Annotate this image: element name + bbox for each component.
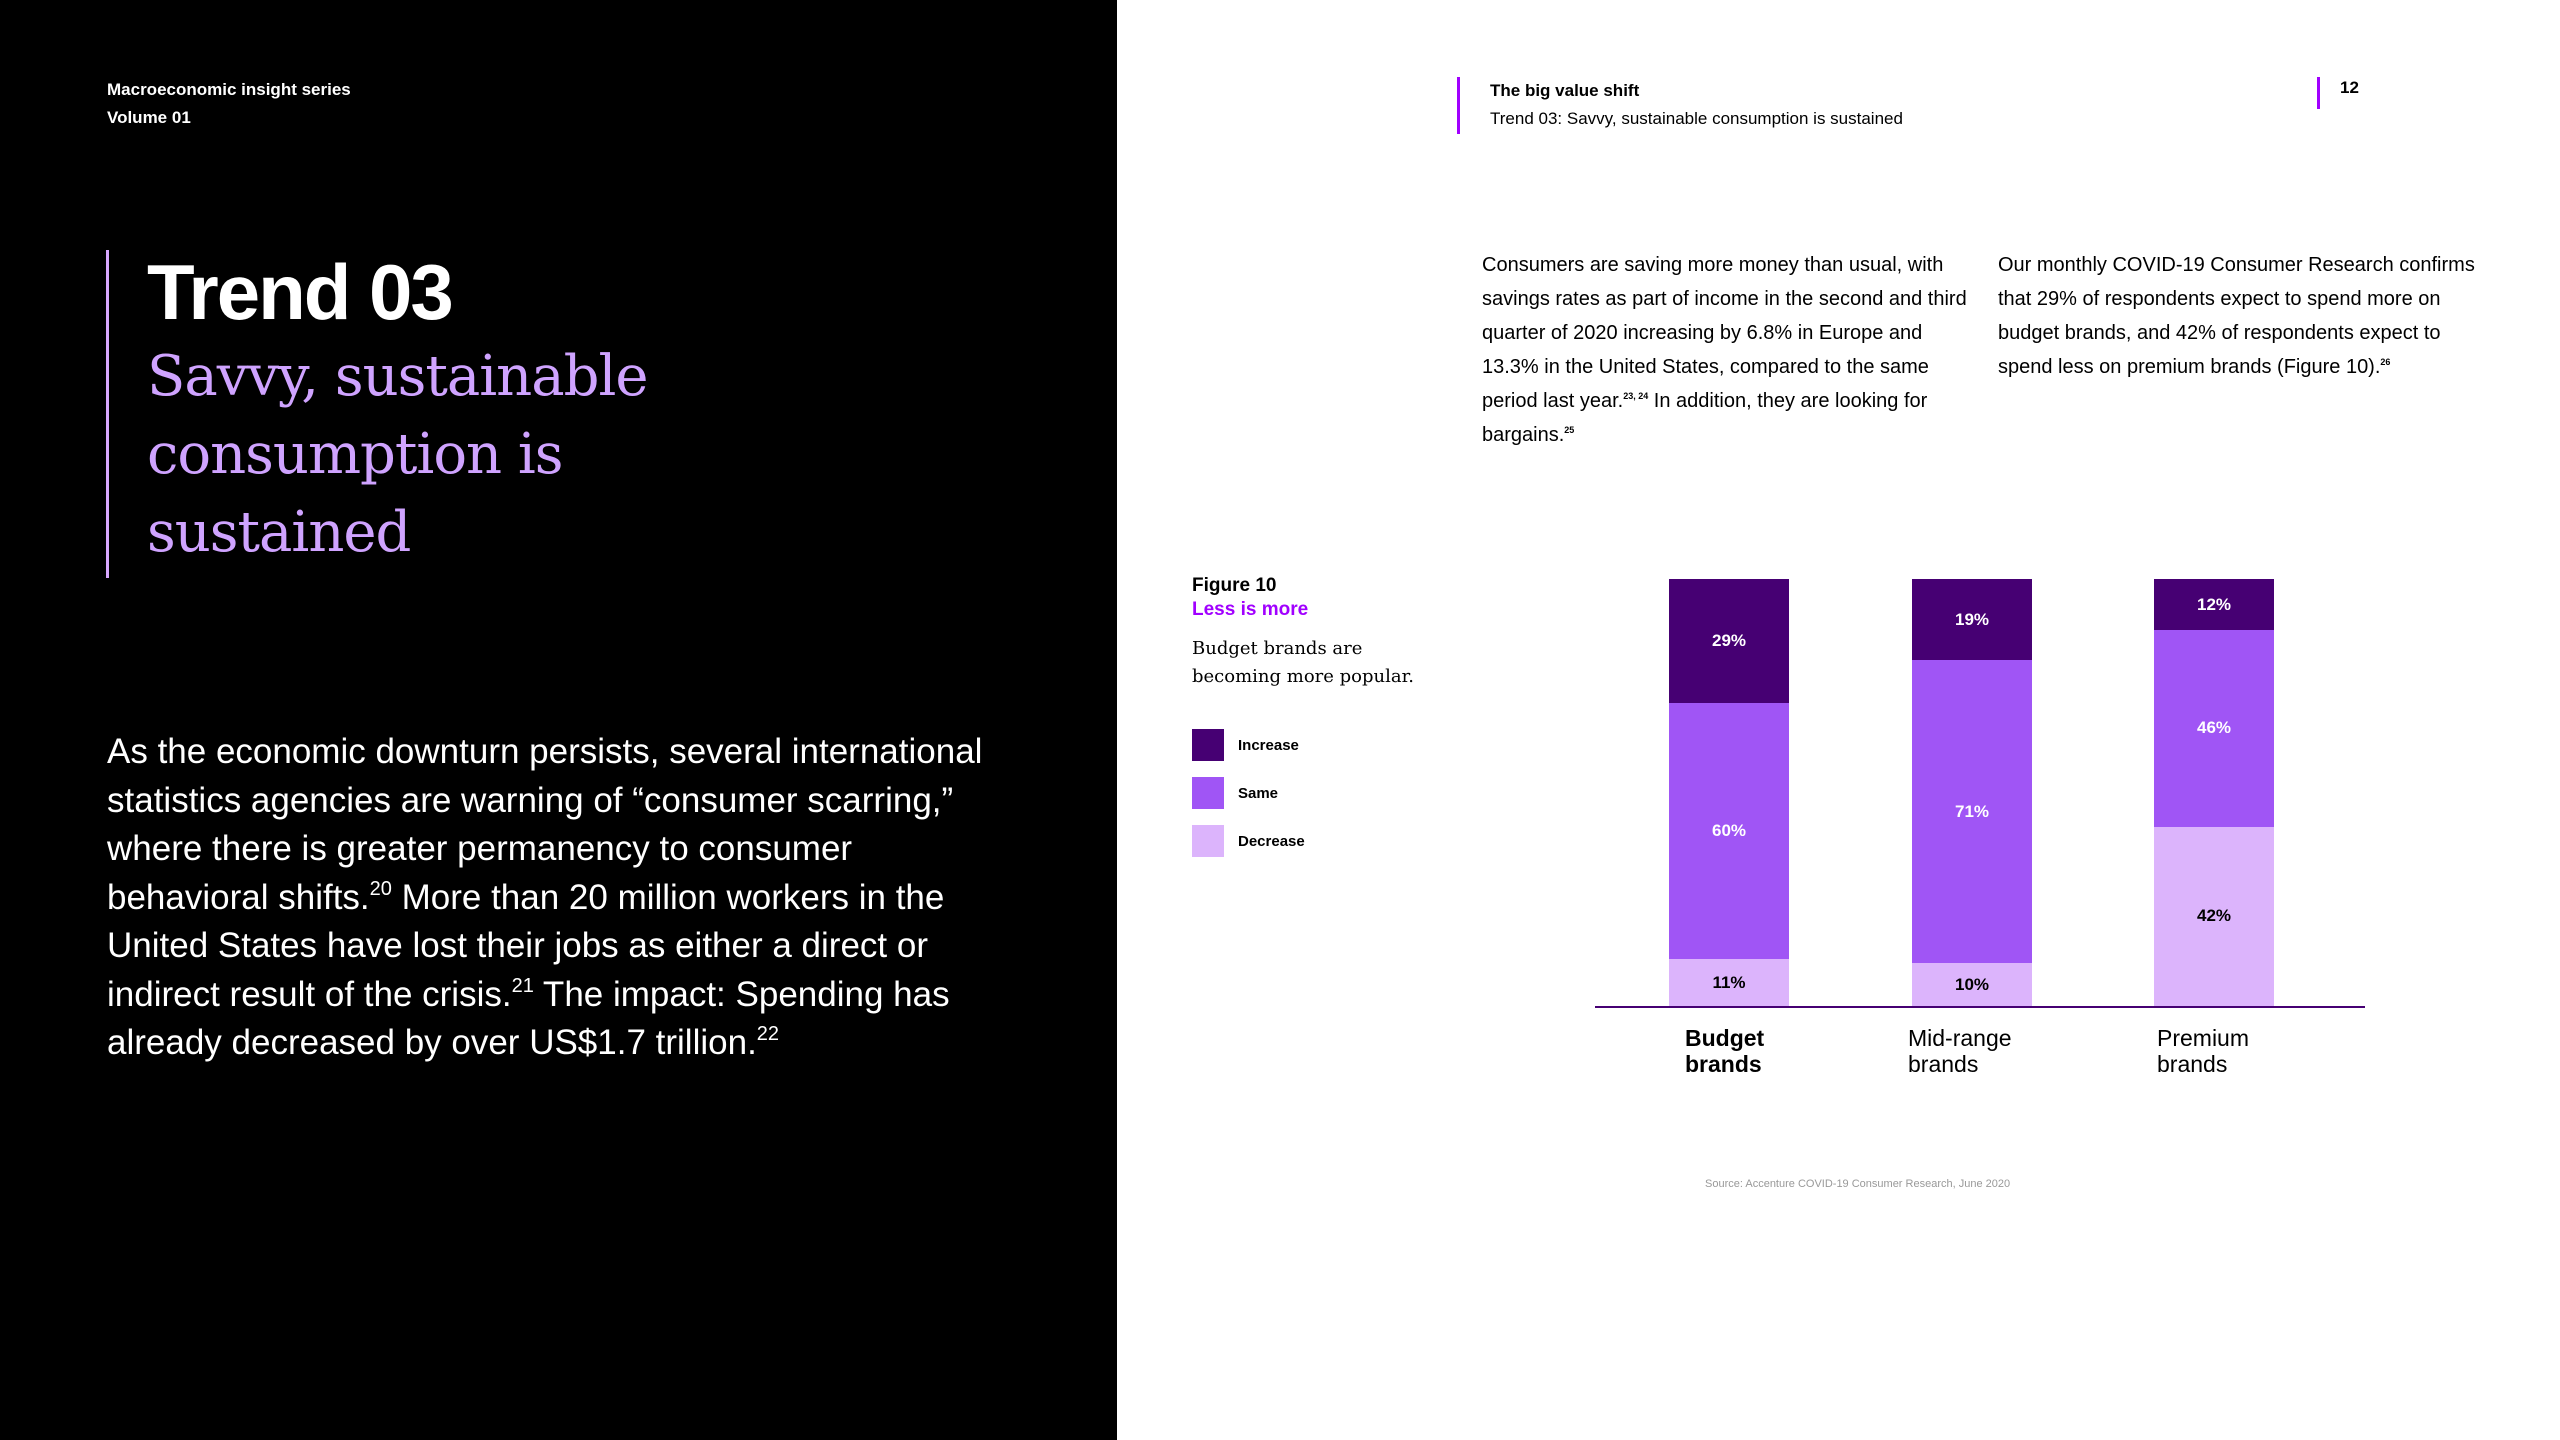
intro-paragraph xyxy=(107,728,1007,1068)
data-label: 60% xyxy=(1711,820,1747,840)
legend-label: Decrease xyxy=(1238,832,1305,850)
legend-item-same xyxy=(1192,777,1278,809)
footnote-ref[interactable]: 22 xyxy=(756,1023,780,1045)
legend-swatch-decrease xyxy=(1192,825,1224,857)
bar-segment-increase xyxy=(1669,579,1789,703)
series-name: Macroeconomic insight series xyxy=(107,80,351,99)
trend-heading-block xyxy=(106,250,726,578)
figure-number: Figure 10 xyxy=(1192,575,1277,596)
x-axis-line xyxy=(1595,1006,2365,1008)
report-title: The big value shift xyxy=(1490,81,1640,100)
intro-text-1: As the economic downturn persists, several international statistics agencies are warning of “consumer scarring,” where there is greater permanency to consumer behavioral shifts. xyxy=(107,732,983,917)
category-label-line: Premium xyxy=(2157,1025,2250,1051)
bar-segment-same xyxy=(2154,630,2274,826)
figure-title: Less is more xyxy=(1192,599,1309,620)
body-text: Our monthly COVID-19 Consumer Research confirms that 29% of respondents expect to spend more on budget brands, and 42% of respondents expect to spend less on premium brands (Figure 10). xyxy=(1998,254,2475,378)
source-note: Source: Accenture COVID-19 Consumer Research, June 2020 xyxy=(1705,1178,2011,1190)
data-label: 10% xyxy=(1954,974,1990,994)
left-panel xyxy=(0,0,1117,1440)
legend-item-decrease xyxy=(1192,825,1305,857)
body-text: Consumers are saving more money than usual, with savings rates as part of income in the second and third quarter of 2020 increasing by 6.8% in Europe and 13.3% in the United States, compared to the same period last year. xyxy=(1482,254,1967,412)
bar-mid-range-brands xyxy=(1912,579,2032,1006)
data-label: 42% xyxy=(2196,906,2232,926)
bar-segment-same xyxy=(1912,660,2032,963)
data-label: 12% xyxy=(2196,594,2232,614)
legend-label: Increase xyxy=(1238,736,1299,754)
data-label: 46% xyxy=(2196,718,2232,738)
category-label xyxy=(2157,1025,2249,1077)
section-title: Trend 03: Savvy, sustainable consumption is sustained xyxy=(1490,109,1903,128)
category-label-line: brands xyxy=(1685,1051,1762,1077)
category-label xyxy=(1908,1025,2012,1077)
data-label: 71% xyxy=(1954,801,1990,821)
page-number: 12 xyxy=(2317,77,2359,109)
volume-label: Volume 01 xyxy=(107,108,191,127)
bar-segment-same xyxy=(1669,703,1789,959)
body-column-1 xyxy=(1482,248,1972,452)
category-label-line: brands xyxy=(1908,1051,1979,1077)
legend-label: Same xyxy=(1238,784,1279,802)
legend-swatch-increase xyxy=(1192,729,1224,761)
page-header xyxy=(1457,77,1903,134)
data-label: 11% xyxy=(1712,972,1746,992)
data-label: 19% xyxy=(1954,609,1990,629)
trend-subtitle: Savvy, sustainable consumption is sustained xyxy=(147,344,648,565)
intro-text-3: The impact: Spending has already decreased by over US$1.7 trillion. xyxy=(107,974,950,1062)
bar-segment-decrease xyxy=(2154,827,2274,1006)
series-label xyxy=(107,76,351,132)
footnote-ref[interactable]: 25 xyxy=(1564,425,1575,435)
body-column-2 xyxy=(1998,248,2488,384)
bar-budget-brands xyxy=(1669,579,1789,1006)
bar-segment-increase xyxy=(2154,579,2274,630)
bar-segment-decrease xyxy=(1669,959,1789,1006)
data-label: 29% xyxy=(1711,630,1747,650)
footnote-ref[interactable]: 21 xyxy=(511,974,534,997)
category-label-line: Mid-range xyxy=(1908,1025,2012,1051)
bar-segment-decrease xyxy=(1912,963,2032,1006)
category-label-line: brands xyxy=(2157,1051,2228,1077)
legend-swatch-same xyxy=(1192,777,1224,809)
category-label-line: Budget xyxy=(1685,1025,1765,1051)
footnote-ref[interactable]: 26 xyxy=(2380,357,2391,367)
footnote-ref[interactable]: 23, 24 xyxy=(1623,391,1649,401)
intro-text-2: More than 20 million workers in the United States have lost their jobs as either a direct or indirect result of the crisis. xyxy=(107,877,945,1014)
footnote-ref[interactable]: 20 xyxy=(369,877,392,900)
trend-title: Trend 03 xyxy=(147,248,452,336)
bar-segment-increase xyxy=(1912,579,2032,660)
legend-item-increase xyxy=(1192,729,1299,761)
category-label xyxy=(1685,1025,1764,1077)
body-text: In addition, they are looking for bargains. xyxy=(1482,390,1928,446)
figure-description: Budget brands are becoming more popular. xyxy=(1192,638,1414,687)
bar-premium-brands xyxy=(2154,579,2274,1006)
